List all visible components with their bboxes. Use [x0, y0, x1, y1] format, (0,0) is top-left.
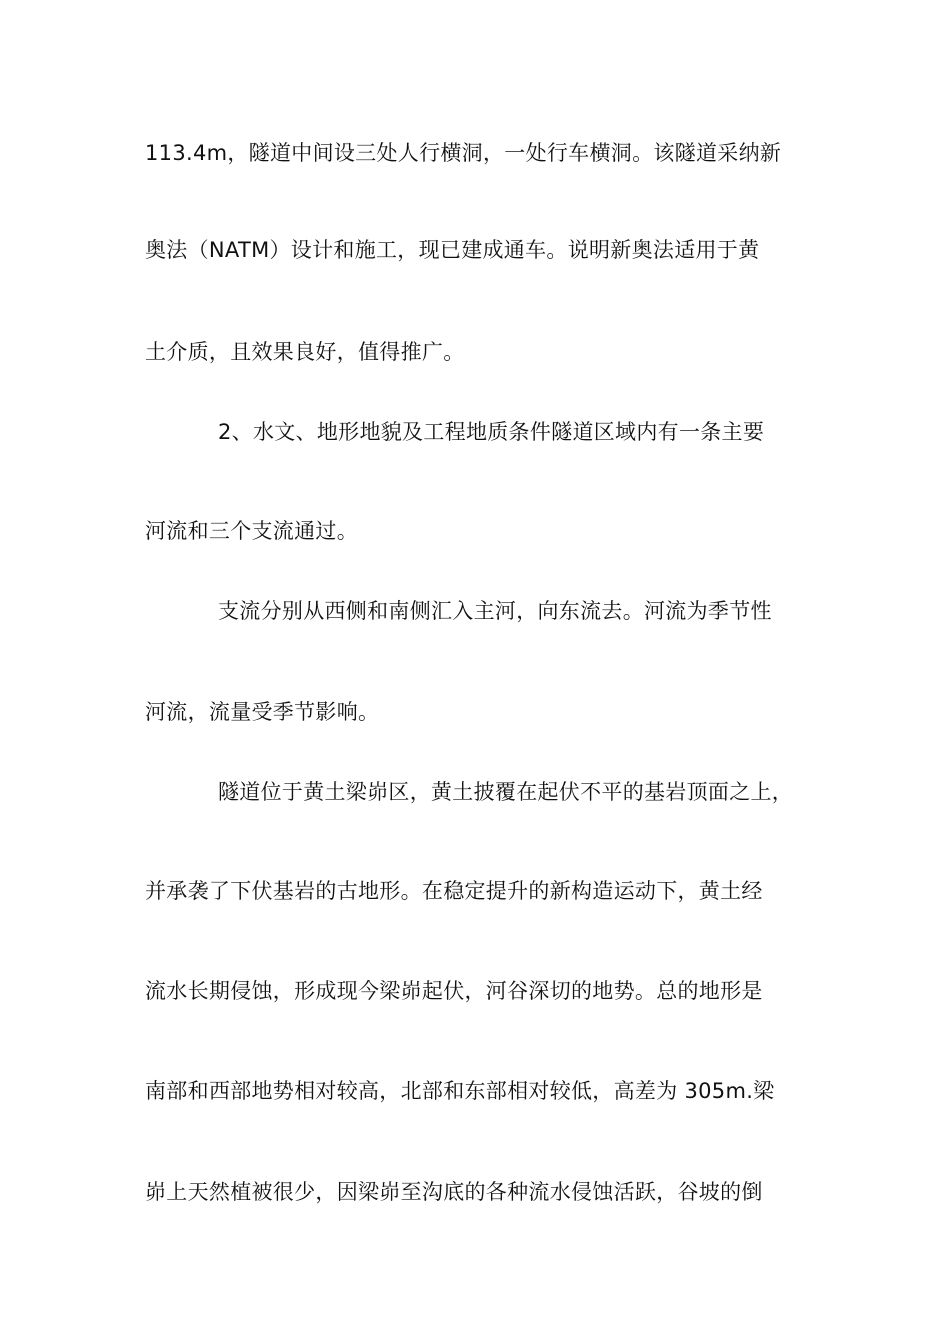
text-line: 土介质，且效果良好，值得推广。: [145, 340, 465, 364]
text-line: 河流，流量受季节影响。: [145, 700, 380, 724]
text-line: 南部和西部地势相对较高，北部和东部相对较低，高差为 305m.梁: [145, 1079, 775, 1103]
text-line: 隧道位于黄土梁峁区，黄土披覆在起伏不平的基岩顶面之上，: [218, 780, 794, 804]
text-line: 流水长期侵蚀，形成现今梁峁起伏，河谷深切的地势。总的地形是: [145, 979, 763, 1003]
text-line: 奥法（NATM）设计和施工，现已建成通车。说明新奥法适用于黄: [145, 238, 760, 262]
text-line: 并承袭了下伏基岩的古地形。在稳定提升的新构造运动下，黄土经: [145, 879, 763, 903]
text-line: 峁上天然植被很少，因梁峁至沟底的各种流水侵蚀活跃，谷坡的倒: [145, 1180, 763, 1204]
text-line: 支流分别从西侧和南侧汇入主河，向东流去。河流为季节性: [218, 599, 772, 623]
text-line: 2、水文、地形地貌及工程地质条件隧道区域内有一条主要: [218, 420, 765, 444]
text-line: 113.4m，隧道中间设三处人行横洞，一处行车横洞。该隧道采纳新: [145, 141, 782, 165]
text-line: 河流和三个支流通过。: [145, 519, 358, 543]
